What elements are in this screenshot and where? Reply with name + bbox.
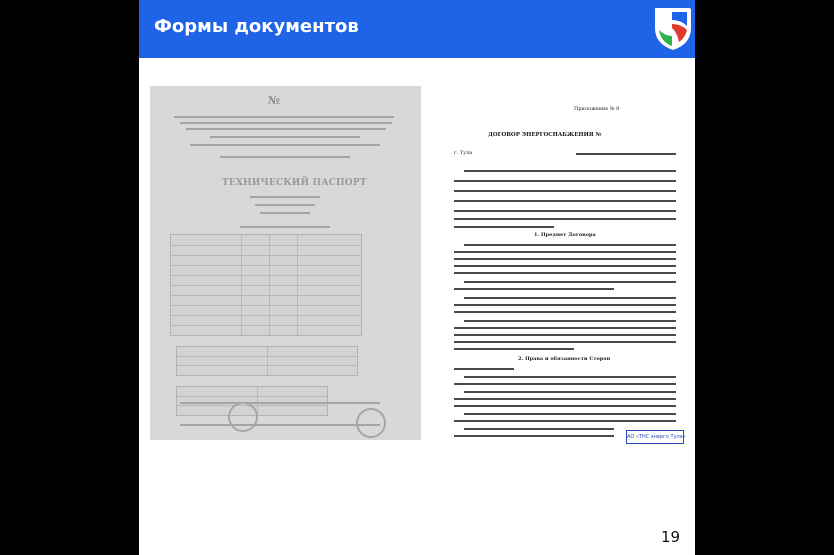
- slide-title: Формы документов: [154, 16, 359, 37]
- slide-header: [139, 0, 695, 58]
- contract-annex: Приложение № 8: [574, 106, 620, 112]
- page-number: 19: [661, 528, 681, 546]
- section-1-heading: 1. Предмет Договора: [534, 232, 596, 238]
- section-2-heading: 2. Права и обязанности Сторон: [518, 356, 611, 362]
- passport-heading: ТЕХНИЧЕСКИЙ ПАСПОРТ: [222, 178, 367, 188]
- slide: [139, 0, 695, 555]
- energy-contract-scan: [426, 92, 690, 448]
- passport-table: [170, 234, 362, 336]
- contract-title: ДОГОВОР ЭНЕРГОСНАБЖЕНИЯ №: [488, 132, 602, 138]
- rosseti-logo-icon: [651, 6, 693, 52]
- company-stamp: АО «ТНС энерго Тула»: [626, 430, 684, 444]
- technical-passport-scan: № ТЕХНИЧЕСКИЙ ПАСПОРТ: [150, 86, 421, 440]
- contract-city: г. Тула: [454, 150, 473, 156]
